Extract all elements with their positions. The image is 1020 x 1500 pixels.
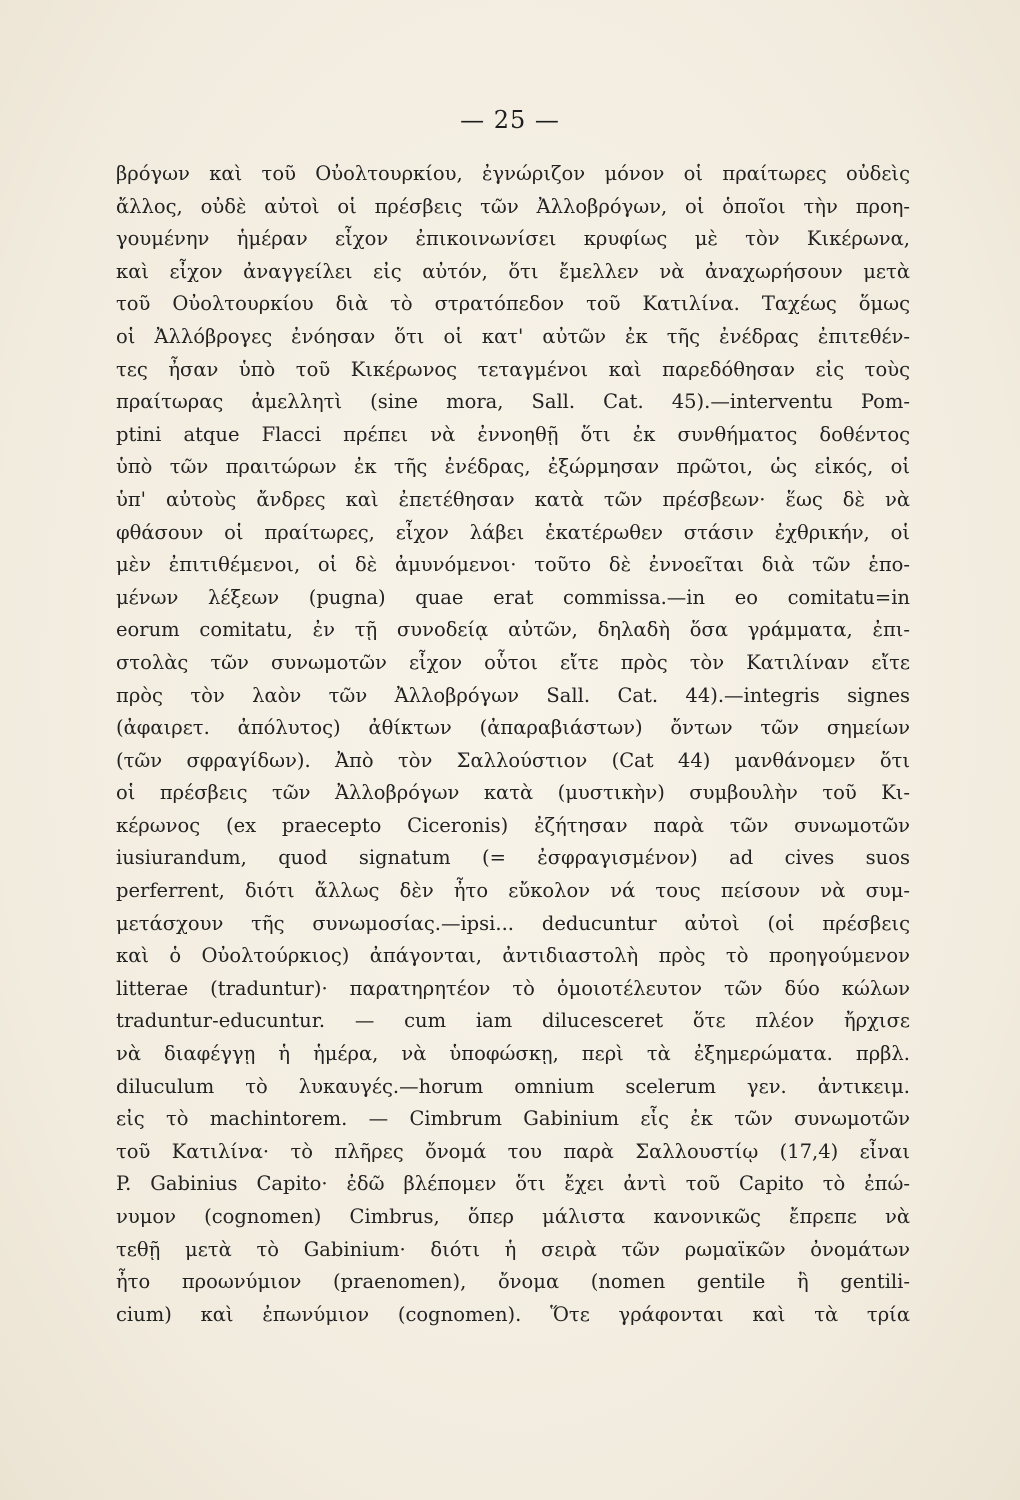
text-line: traduntur-educuntur. — cum iam dilucesceret ὅτε πλέον ἤρχισε: [116, 1009, 910, 1033]
text-line: νὰ διαφέγγῃ ἡ ἡμέρα, νὰ ὑποφώσκῃ, περὶ τὰ ἐξημερώματα. πρβλ.: [116, 1042, 910, 1066]
text-line: πραίτωρας ἀμελλητὶ (sine mora, Sall. Cat. 45).—interventu Pom-: [116, 390, 910, 414]
text-line: ἄλλος, οὐδὲ αὐτοὶ οἱ πρέσβεις τῶν Ἀλλοβρόγων, οἱ ὁποῖοι τὴν προη-: [116, 194, 910, 218]
text-line: τοῦ Οὐολτουρκίου διὰ τὸ στρατόπεδον τοῦ Κατιλίνα. Ταχέως ὅμως: [116, 292, 910, 316]
text-line: εἰς τὸ machintorem. — Cimbrum Gabinium εἷς ἐκ τῶν συνωμοτῶν: [116, 1107, 910, 1131]
text-line: iusiurandum, quod signatum (= ἐσφραγισμένον) ad cives suos: [116, 846, 910, 870]
text-line: οἱ Ἀλλόβρογες ἐνόησαν ὅτι οἱ κατ' αὐτῶν ἐκ τῆς ἐνέδρας ἐπιτεθέν-: [116, 324, 910, 348]
text-line: τοῦ Κατιλίνα· τὸ πλῆρες ὄνομά του παρὰ Σαλλουστίῳ (17,4) εἶναι: [116, 1139, 910, 1163]
text-line: καὶ ὁ Οὐολτούρκιος) ἀπάγονται, ἀντιδιαστολὴ πρὸς τὸ προηγούμενον: [116, 944, 910, 968]
text-line: γουμένην ἡμέραν εἶχον ἐπικοινωνίσει κρυφίως μὲ τὸν Κικέρωνα,: [116, 227, 910, 251]
text-line: βρόγων καὶ τοῦ Οὐολτουρκίου, ἐγνώριζον μόνον οἱ πραίτωρες οὐδεὶς: [116, 162, 910, 185]
text-line: perferrent, διότι ἄλλως δὲν ἦτο εὔκολον νά τους πείσουν νὰ συμ-: [116, 879, 910, 903]
text-line: καὶ εἶχον ἀναγγείλει εἰς αὐτόν, ὅτι ἔμελλεν νὰ ἀναχωρήσουν μετὰ: [116, 259, 910, 283]
body-text: [116, 158, 910, 1331]
text-line: litterae (traduntur)· παρατηρητέον τὸ ὁμοιοτέλευτον τῶν δύο κώλων: [116, 976, 910, 1000]
text-line: ὑπὸ τῶν πραιτώρων ἐκ τῆς ἐνέδρας, ἐξώρμησαν πρῶτοι, ὡς εἰκός, οἱ: [116, 455, 910, 479]
text-line: (τῶν σφραγίδων). Ἀπὸ τὸν Σαλλούστιον (Cat 44) μανθάνομεν ὅτι: [116, 748, 910, 772]
text-line: πρὸς τὸν λαὸν τῶν Ἀλλοβρόγων Sall. Cat. 44).—integris signes: [116, 683, 910, 707]
text-line: P. Gabinius Capito· ἐδῶ βλέπομεν ὅτι ἔχει ἀντὶ τοῦ Capito τὸ ἐπώ-: [116, 1172, 910, 1196]
text-line: μένων λέξεων (pugna) quae erat commissa.—in eo comitatu=in: [116, 585, 910, 609]
text-line: μετάσχουν τῆς συνωμοσίας.—ipsi... deducuntur αὐτοὶ (οἱ πρέσβεις: [116, 911, 910, 935]
text-line: eorum comitatu, ἐν τῇ συνοδείᾳ αὐτῶν, δηλαδὴ ὅσα γράμματα, ἐπι-: [116, 618, 910, 642]
text-line: τεθῇ μετὰ τὸ Gabinium· διότι ἡ σειρὰ τῶν ρωμαϊκῶν ὀνομάτων: [116, 1237, 910, 1261]
text-line: ἦτο προωνύμιον (praenomen), ὄνομα (nomen gentile ἢ gentili-: [116, 1270, 910, 1294]
text-line: οἱ πρέσβεις τῶν Ἀλλοβρόγων κατὰ (μυστικὴν) συμβουλὴν τοῦ Κι-: [116, 781, 910, 805]
text-line: cium) καὶ ἐπωνύμιον (cognomen). Ὅτε γράφονται καὶ τὰ τρία: [116, 1302, 910, 1326]
text-line: κέρωνος (ex praecepto Ciceronis) ἐζήτησαν παρὰ τῶν συνωμοτῶν: [116, 813, 910, 837]
text-line: ptini atque Flacci πρέπει νὰ ἐννοηθῇ ὅτι ἐκ συνθήματος δοθέντος: [116, 422, 910, 446]
text-line: τες ἦσαν ὑπὸ τοῦ Κικέρωνος τεταγμένοι καὶ παρεδόθησαν εἰς τοὺς: [116, 357, 910, 381]
page-number: — 25 —: [460, 106, 560, 134]
text-line: ὑπ' αὐτοὺς ἄνδρες καὶ ἐπετέθησαν κατὰ τῶν πρέσβεων· ἕως δὲ νὰ: [116, 487, 910, 511]
text-line: μὲν ἐπιτιθέμενοι, οἱ δὲ ἀμυνόμενοι· τοῦτο δὲ ἐννοεῖται διὰ τῶν ἑπο-: [116, 553, 910, 577]
text-line: diluculum τὸ λυκαυγές.—horum omnium scelerum γεν. ἀντικειμ.: [116, 1074, 910, 1098]
text-line: νυμον (cognomen) Cimbrus, ὅπερ μάλιστα κανονικῶς ἔπρεπε νὰ: [116, 1205, 910, 1228]
text-line: φθάσουν οἱ πραίτωρες, εἶχον λάβει ἑκατέρωθεν στάσιν ἐχθρικήν, οἱ: [116, 520, 910, 544]
text-line: (ἀφαιρετ. ἀπόλυτος) ἀθίκτων (ἀπαραβιάστων) ὄντων τῶν σημείων: [116, 716, 910, 740]
text-line: στολὰς τῶν συνωμοτῶν εἶχον οὗτοι εἴτε πρὸς τὸν Κατιλίναν εἴτε: [116, 650, 910, 674]
